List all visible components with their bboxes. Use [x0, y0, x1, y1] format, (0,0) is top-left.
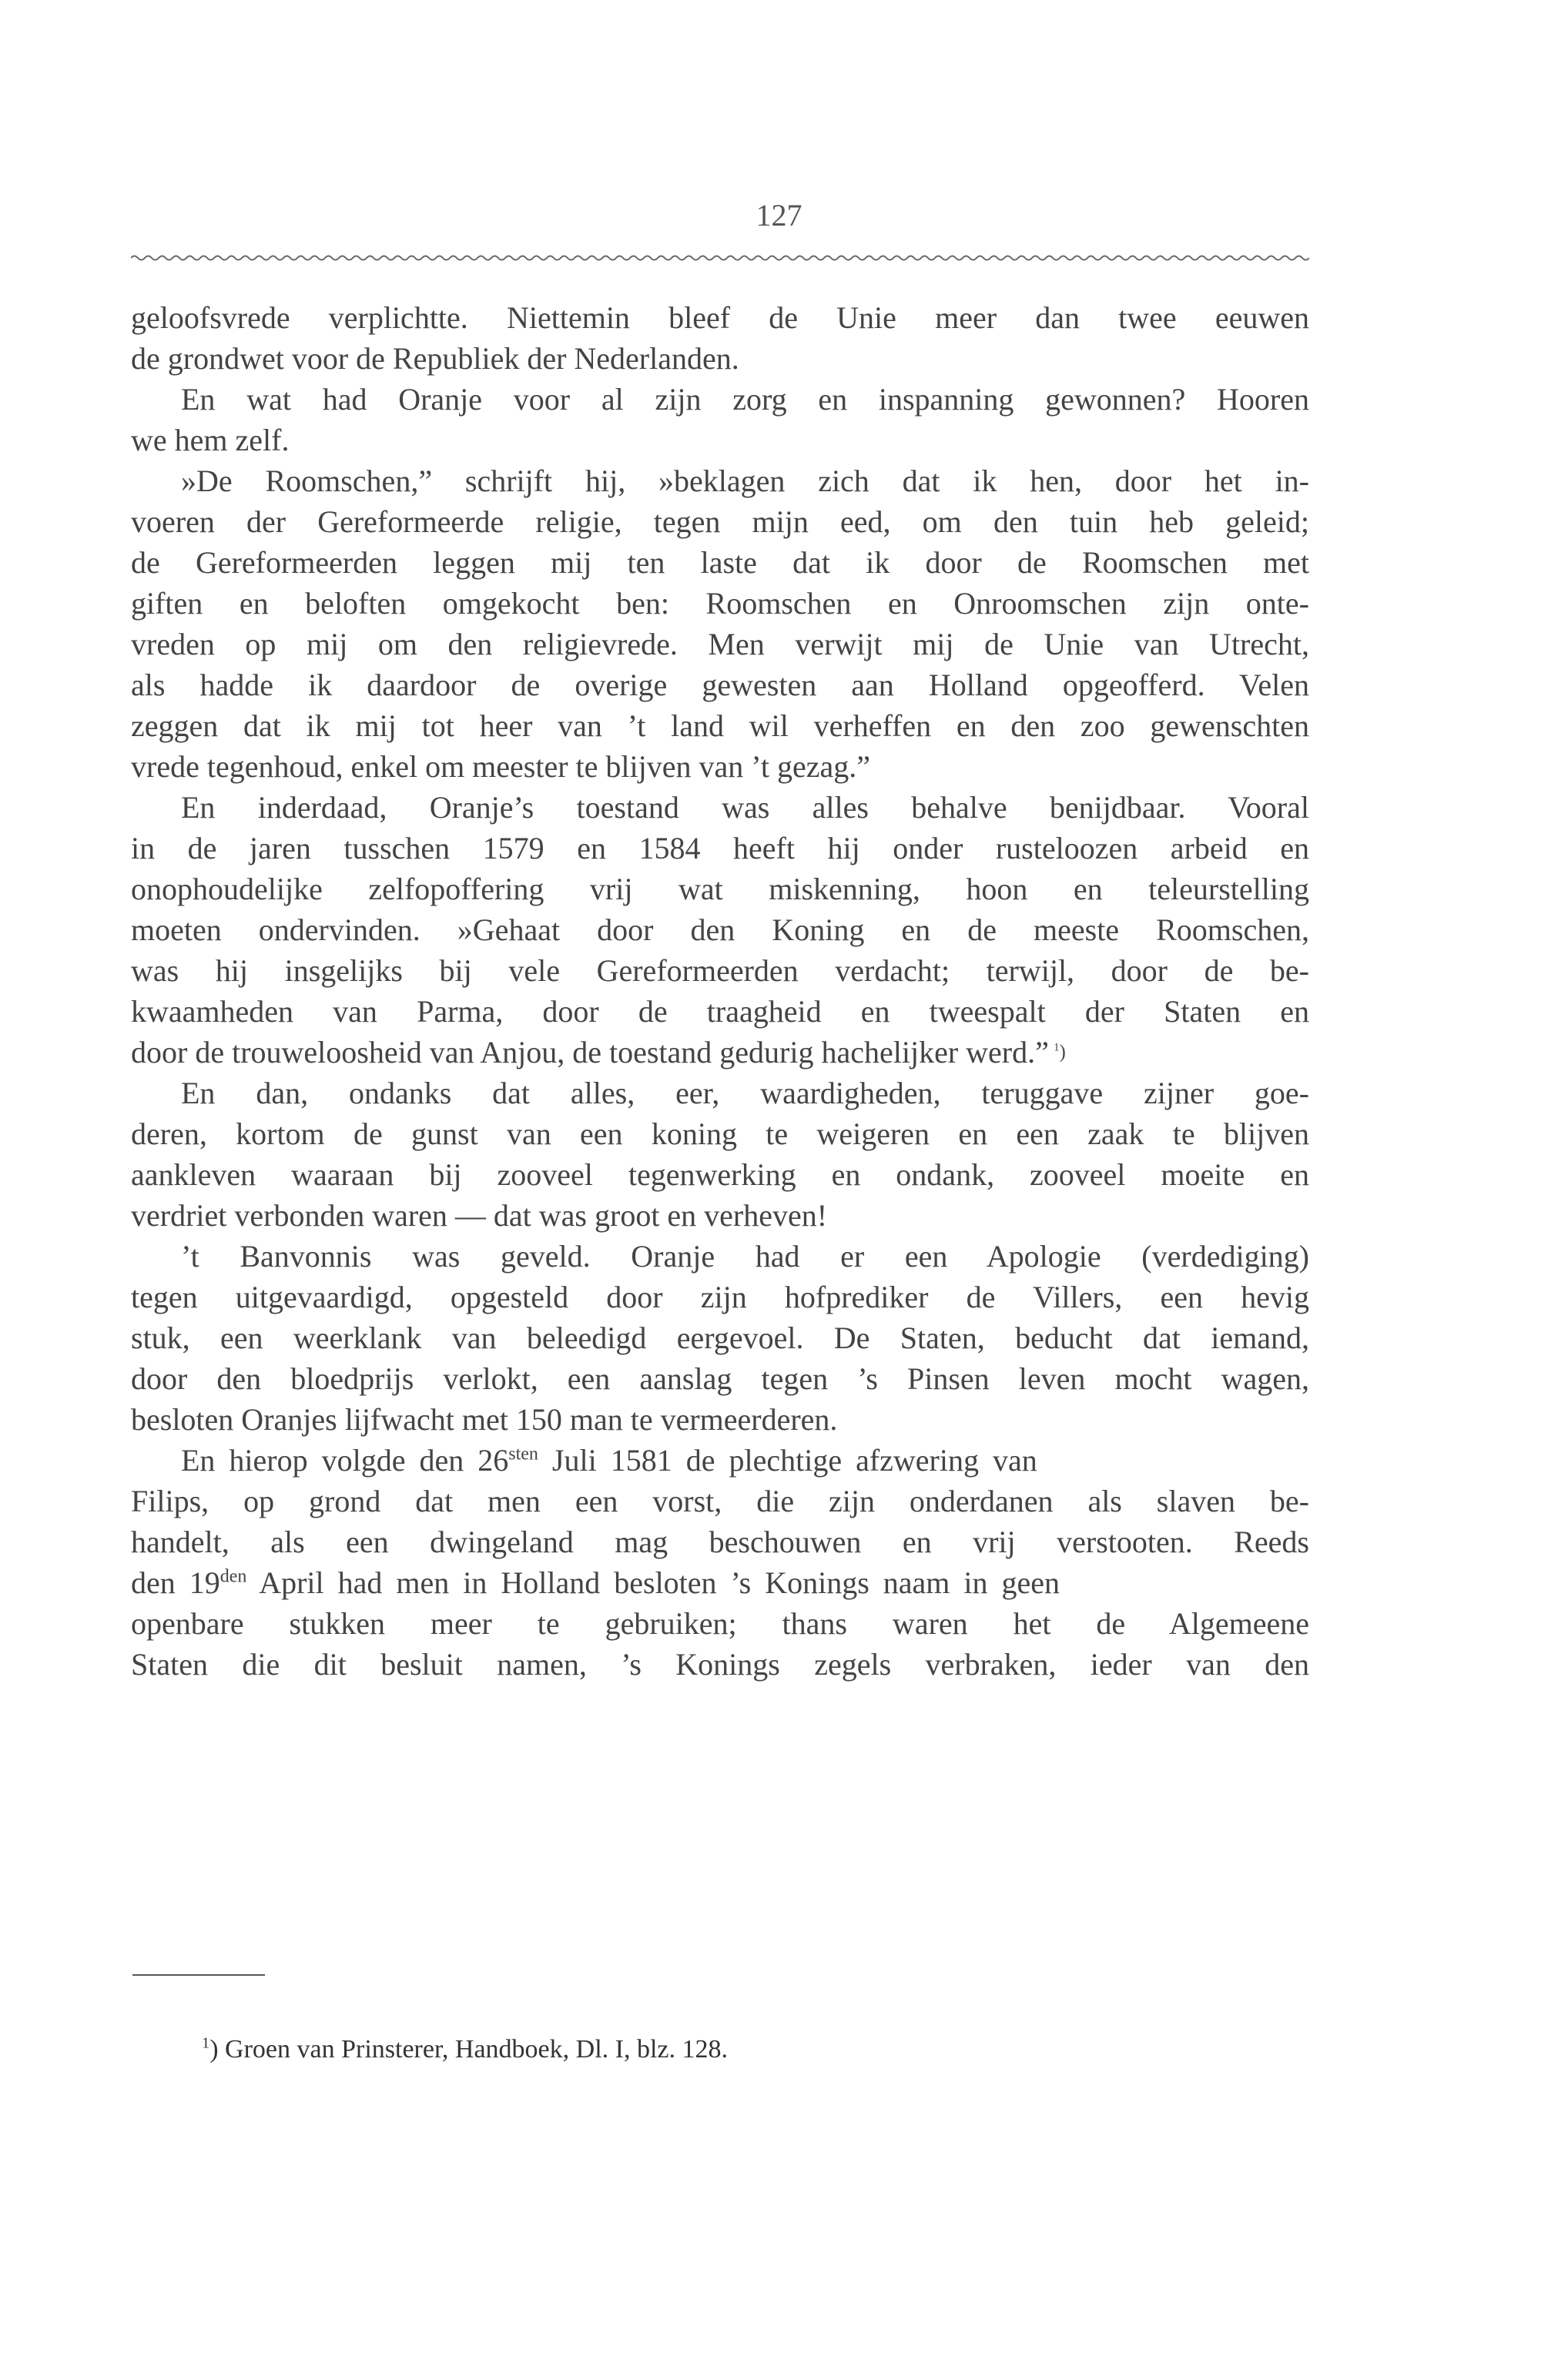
text-line — [131, 1034, 1066, 1076]
wavy-rule-divider — [131, 253, 1309, 263]
text-span: door de trouweloosheid van Anjou, de toestand gedurig hachelijker werd.” — [131, 1035, 1049, 1069]
text-line: de grondwet voor de Republiek der Nederlanden. — [131, 341, 739, 376]
text-line: we hem zelf. — [131, 423, 290, 457]
text-line: door den bloedprijs verlokt, een aanslag tegen ’s Pinsen leven mocht wagen, — [131, 1361, 1309, 1396]
footnote-divider — [132, 1974, 265, 1976]
text-line: deren, kortom de gunst van een koning te weigeren en een zaak te blijven — [131, 1116, 1309, 1151]
superscript: den — [219, 1566, 247, 1587]
text-line: in de jaren tusschen 1579 en 1584 heeft hij onder rusteloozen arbeid en — [131, 831, 1309, 865]
text-span: Juli 1581 de plechtige afzwering van — [538, 1443, 1037, 1478]
footnote-ref: $^1$) — [1054, 1041, 1066, 1063]
text-line: En inderdaad, Oranje’s toestand was alles behalve benijdbaar. Vooral — [181, 790, 1309, 825]
text-line: was hij insgelijks bij vele Gereformeerden verdacht; terwijl, door de be- — [131, 953, 1309, 988]
text-line: stuk, een weerklank van beleedigd eergevoel. De Staten, beducht dat iemand, — [131, 1321, 1309, 1355]
page-number: 127 — [756, 198, 802, 233]
text-line: En dan, ondanks dat alles, eer, waardigheden, teruggave zijner goe- — [181, 1076, 1309, 1110]
text-line: »De Roomschen,” schrijft hij, »beklagen zich dat ik hen, door het in- — [181, 464, 1309, 498]
text-line: geloofsvrede verplichtte. Niettemin bleef de Unie meer dan twee eeuwen — [131, 300, 1309, 335]
text-line: giften en beloften omgekocht ben: Roomschen en Onroomschen zijn onte- — [131, 586, 1309, 621]
text-line — [131, 1565, 1060, 1602]
text-line: als hadde ik daardoor de overige gewesten aan Holland opgeofferd. Velen — [131, 668, 1309, 702]
text-line: kwaamheden van Parma, door de traagheid en tweespalt der Staten en — [131, 994, 1309, 1029]
text-line: vreden op mij om den religievrede. Men verwijt mij de Unie van Utrecht, — [131, 627, 1309, 661]
text-line: besloten Oranjes lijfwacht met 150 man te vermeerderen. — [131, 1402, 838, 1437]
text-line: Staten die dit besluit namen, ’s Konings zegels verbraken, ieder van den — [131, 1647, 1309, 1682]
text-line: de Gereformeerden leggen mij ten laste dat ik door de Roomschen met — [131, 545, 1309, 580]
text-line: handelt, als een dwingeland mag beschouwen en vrij verstooten. Reeds — [131, 1525, 1309, 1559]
text-line: voeren der Gereformeerde religie, tegen mijn eed, om den tuin heb geleid; — [131, 504, 1309, 539]
text-line: Filips, op grond dat men een vorst, die zijn onderdanen als slaven be- — [131, 1484, 1309, 1518]
footnote-text: ) Groen van Prinsterer, Handboek, Dl. I, blz. 128. — [209, 2035, 728, 2064]
footnote — [202, 2034, 728, 2065]
text-span: En hierop volgde den 26 — [181, 1443, 509, 1478]
text-line: vrede tegenhoud, enkel om meester te blijven van ’t gezag.” — [131, 749, 870, 784]
text-line: tegen uitgevaardigd, opgesteld door zijn hofprediker de Villers, een hevig — [131, 1280, 1309, 1314]
text-span: den 19 — [131, 1565, 220, 1600]
text-line: moeten ondervinden. »Gehaat door den Koning en de meeste Roomschen, — [131, 912, 1309, 947]
text-line: En wat had Oranje voor al zijn zorg en inspanning gewonnen? Hooren — [181, 382, 1309, 417]
text-line: zeggen dat ik mij tot heer van ’t land wil verheffen en den zoo gewenschten — [131, 708, 1309, 743]
text-line: aankleven waaraan bij zooveel tegenwerking en ondank, zooveel moeite en — [131, 1157, 1309, 1192]
text-line: ’t Banvonnis was geveld. Oranje had er een Apologie (verdediging) — [181, 1239, 1309, 1274]
footnote-marker: 1 — [202, 2034, 210, 2052]
text-line: verdriet verbonden waren — dat was groot en verheven! — [131, 1198, 828, 1233]
text-line: onophoudelijke zelfopoffering vrij wat miskenning, hoon en teleurstelling — [131, 872, 1309, 906]
superscript: sten — [508, 1444, 538, 1464]
text-line — [181, 1442, 1309, 1479]
text-span: April had men in Holland besloten ’s Konings naam in geen — [246, 1565, 1060, 1600]
text-line: openbare stukken meer te gebruiken; thans waren het de Algemeene — [131, 1606, 1309, 1641]
